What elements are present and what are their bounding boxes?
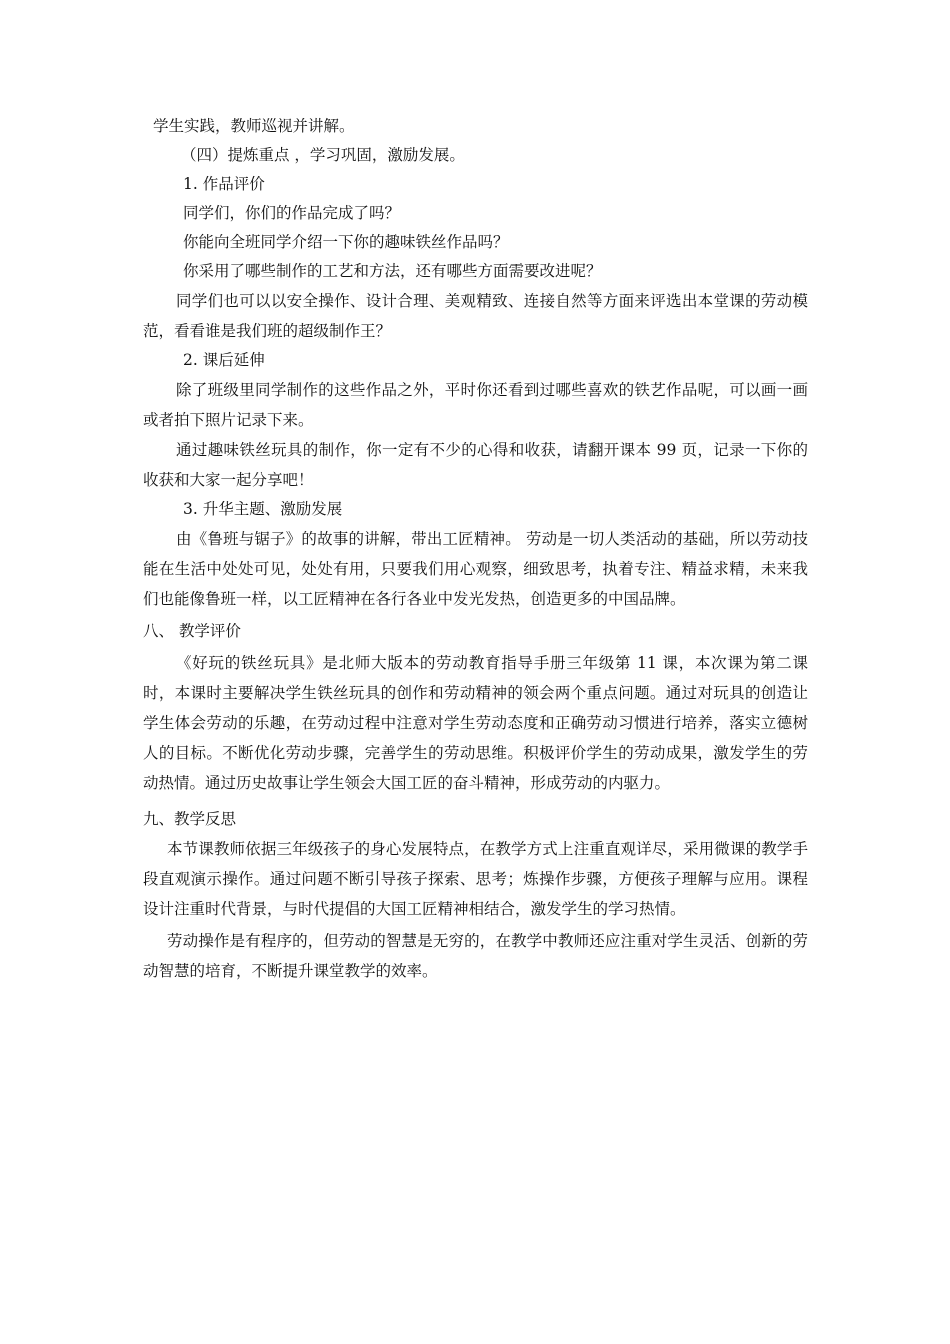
document-body (143, 112, 808, 986)
question-methods: 你采用了哪些制作的工艺和方法，还有哪些方面需要改进呢？ (183, 262, 602, 280)
paragraph-reflection-2: 劳动操作是有程序的，但劳动的智慧是无穷的，在教学中教师还应注重对学生灵活、创新的劳动智慧的培育，不断提升课堂教学的效率。 (143, 932, 808, 980)
question-finished: 同学们，你们的作品完成了吗？ (183, 204, 401, 222)
paragraph-evaluation: 《好玩的铁丝玩具》是北师大版本的劳动教育指导手册三年级第 11 课，本次课为第二课时，本课时主要解决学生铁丝玩具的创作和劳动精神的领会两个重点问题。通过对玩具的创造让学生体会劳动的乐趣，在劳动过程中注意对学生劳动态度和正确劳动习惯进行培养，落实立德树人的目标。不断优化劳动步骤，完善学生的劳动思维。积极评价学生的劳动成果，激发学生的劳动热情。通过历史故事让学生领会大国工匠的奋斗精神，形成劳动的内驱力。 (143, 654, 808, 792)
sublimation-heading: 3. 升华主题、激励发展 (183, 500, 343, 518)
question-introduce: 你能向全班同学介绍一下你的趣味铁丝作品吗？ (183, 233, 509, 251)
section-nine-heading: 九、教学反思 (143, 810, 237, 828)
paragraph-craftsman: 由《鲁班与锯子》的故事的讲解，带出工匠精神。 劳动是一切人类活动的基础，所以劳动技能在生活中处处可见，处处有用，只要我们用心观察，细致思考，执着专注、精益求精，未来我们也能像鲁班一样，以工匠精神在各行各业中发光发热，创造更多的中国品牌。 (143, 530, 808, 608)
extension-heading: 2. 课后延伸 (183, 351, 265, 369)
paragraph-reflection-1: 本节课教师依据三年级孩子的身心发展特点，在教学方式上注重直观详尽，采用微课的教学手段直观演示操作。通过问题不断引导孩子探索、思考；炼操作步骤，方便孩子理解与应用。课程设计注重时代背景，与时代提倡的大国工匠精神相结合，激发学生的学习热情。 (143, 840, 808, 918)
section-four-heading: （四）提炼重点 ，学习巩固，激励发展。 (181, 146, 465, 164)
paragraph-model-selection: 同学们也可以以安全操作、设计合理、美观精致、连接自然等方面来评选出本堂课的劳动模范，看看谁是我们班的超级制作王？ (143, 292, 808, 340)
practice-line: 学生实践，教师巡视并讲解。 (153, 117, 355, 135)
section-eight-heading: 八、 教学评价 (143, 622, 241, 640)
work-evaluation-heading: 1. 作品评价 (183, 175, 265, 193)
paragraph-extension: 除了班级里同学制作的这些作品之外，平时你还看到过哪些喜欢的铁艺作品呢，可以画一画或者拍下照片记录下来。 (143, 381, 808, 429)
paragraph-record: 通过趣味铁丝玩具的制作，你一定有不少的心得和收获，请翻开课本 99 页，记录一下你的收获和大家一起分享吧！ (143, 441, 808, 489)
